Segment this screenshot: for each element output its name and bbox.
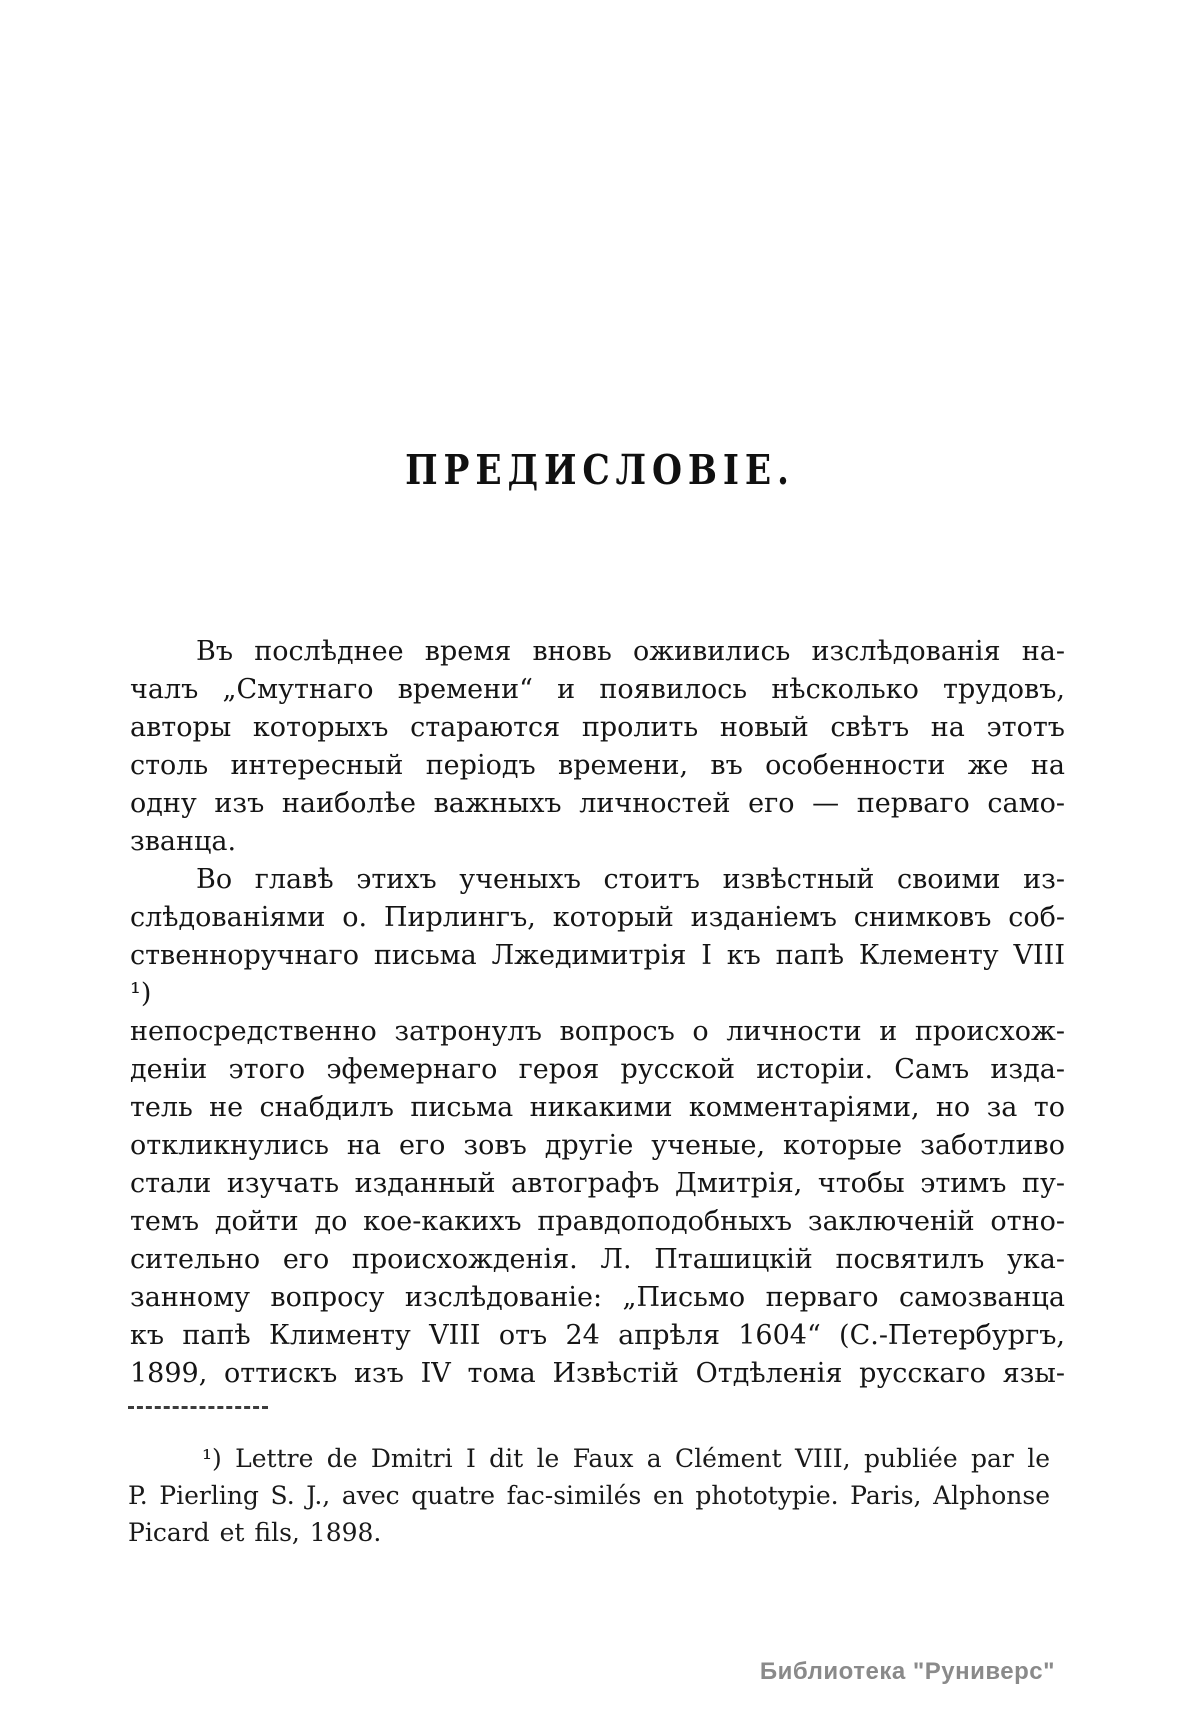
footnote-line: Picard et fils, 1898. bbox=[128, 1518, 382, 1547]
text-line: Во главѣ этихъ ученыхъ стоитъ извѣстный своими из- bbox=[196, 864, 1065, 895]
text-line: къ папѣ Клименту VIII отъ 24 апрѣля 1604“ (С.-Петербургъ, bbox=[130, 1320, 1065, 1351]
text-line: столь интересный періодъ времени, въ особенности же на bbox=[130, 750, 1065, 781]
page-title: ПРЕДИСЛОВІЕ. bbox=[405, 446, 795, 494]
text-line: Въ послѣднее время вновь оживились изслѣдованія на- bbox=[196, 636, 1065, 667]
text-line: ственноручнаго письма Лжедимитрія I къ папѣ Клементу VIII ¹) bbox=[130, 940, 1065, 1009]
text-line: одну изъ наиболѣе важныхъ личностей его — перваго само- bbox=[130, 788, 1065, 819]
text-line: темъ дойти до кое-какихъ правдоподобныхъ заключеній отно- bbox=[130, 1206, 1065, 1237]
library-watermark: Библиотека "Руниверс" bbox=[759, 1658, 1055, 1685]
footnote-divider bbox=[128, 1406, 268, 1409]
text-line: званца. bbox=[130, 826, 237, 857]
text-line: тель не снабдилъ письма никакими комментаріями, но за то bbox=[130, 1092, 1065, 1123]
text-line: авторы которыхъ стараются пролить новый свѣтъ на этотъ bbox=[130, 712, 1065, 743]
text-line: стали изучать изданный автографъ Дмитрія, чтобы этимъ пу- bbox=[130, 1168, 1065, 1199]
footnote-line: P. Pierling S. J., avec quatre fac-similés en phototypie. Paris, Alphonse bbox=[128, 1481, 1050, 1510]
paragraph-2 bbox=[130, 861, 1065, 1393]
text-line: 1899, оттискъ изъ IV тома Извѣстій Отдѣленія русскаго язы- bbox=[130, 1358, 1065, 1389]
footnote-line: ¹) Lettre de Dmitri I dit le Faux a Clément VIII, publiée par le bbox=[202, 1444, 1050, 1473]
main-text-block bbox=[130, 633, 1065, 1393]
text-line: деніи этого эфемернаго героя русской исторіи. Самъ изда- bbox=[130, 1054, 1065, 1085]
text-line: сительно его происхожденія. Л. Пташицкій посвятилъ ука- bbox=[130, 1244, 1065, 1275]
text-line: слѣдованіями о. Пирлингъ, который изданіемъ снимковъ соб- bbox=[130, 902, 1065, 933]
text-line: занному вопросу изслѣдованіе: „Письмо перваго самозванца bbox=[130, 1282, 1065, 1313]
paragraph-1 bbox=[130, 633, 1065, 861]
text-line: чалъ „Смутнаго времени“ и появилось нѣсколько трудовъ, bbox=[130, 674, 1065, 705]
footnote-block bbox=[128, 1440, 1050, 1551]
text-line: откликнулись на его зовъ другіе ученые, которые заботливо bbox=[130, 1130, 1065, 1161]
text-line: непосредственно затронулъ вопросъ о личности и происхож- bbox=[130, 1016, 1065, 1047]
